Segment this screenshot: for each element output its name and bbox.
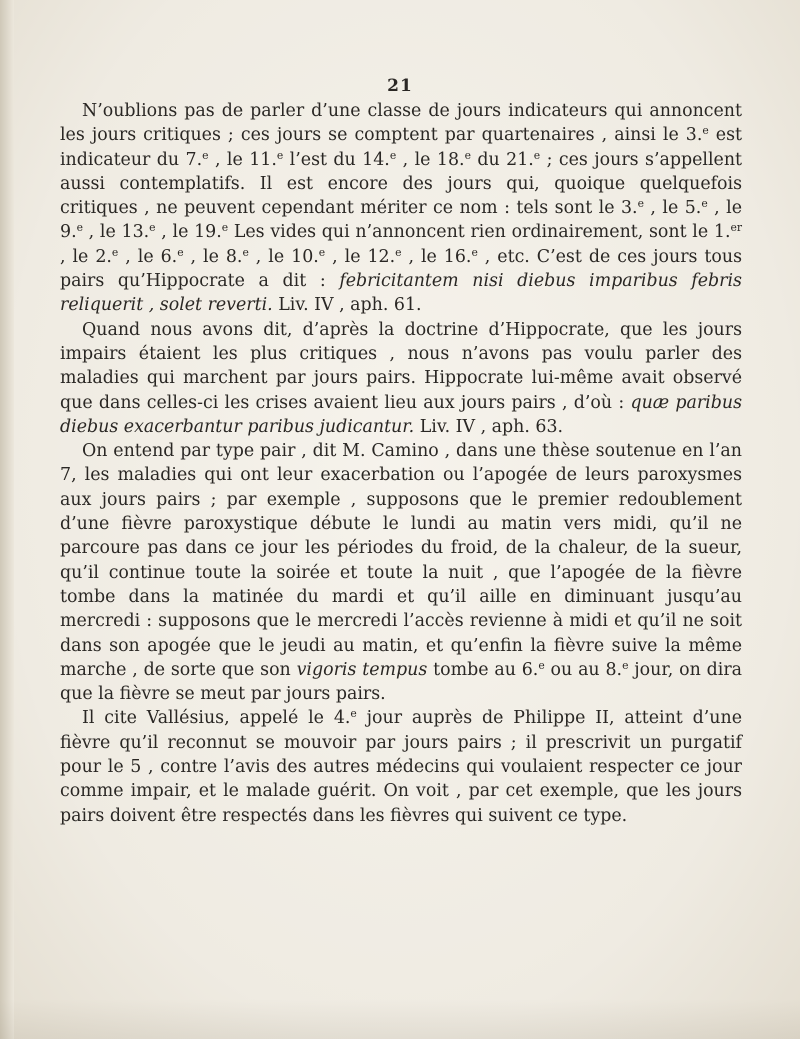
superscript: e bbox=[318, 245, 326, 259]
text-run: du 21. bbox=[470, 149, 534, 170]
text-run: Liv. IV , aph. 63. bbox=[414, 416, 564, 437]
superscript: e bbox=[533, 148, 541, 162]
superscript: er bbox=[730, 221, 743, 235]
text-run: Les vides qui n’annoncent rien ordinairement, sont le 1. bbox=[228, 222, 731, 243]
superscript: e bbox=[177, 245, 184, 259]
superscript: e bbox=[637, 197, 644, 211]
text-run: ou au 8. bbox=[544, 659, 623, 680]
text-run: , le 2. bbox=[60, 246, 112, 267]
page-bottom-shadow bbox=[0, 999, 800, 1039]
superscript: e bbox=[702, 124, 709, 138]
text-run: , le 12. bbox=[325, 246, 396, 267]
body-text bbox=[60, 99, 742, 828]
text-run: Il cite Vallésius, appelé le 4. bbox=[82, 708, 351, 729]
superscript: e bbox=[464, 148, 471, 162]
paragraph bbox=[60, 706, 742, 827]
paragraph bbox=[60, 439, 742, 706]
text-run: , le 18. bbox=[396, 149, 465, 170]
text-run: est indicateur du 7. bbox=[60, 125, 742, 170]
text-run: jour, on dira que la fièvre se meut par jours pairs. bbox=[60, 659, 743, 705]
text-run: Liv. IV , aph. 61. bbox=[272, 295, 422, 316]
superscript: e bbox=[389, 148, 397, 162]
text-run: , le 9. bbox=[60, 198, 742, 243]
text-run: jour auprès de Philippe II, atteint d’une fièvre qu’il reconnut se mouvoir par jours pairs ; il prescrivit un purgatif pour le 5 , contre l’avis des autres médecins qui voulaient respecter ce jour comme impair, et le malade guérit. On voit , par cet exemple, que les jours pairs doivent être respectés dans les fièvres qui suivent ce type. bbox=[60, 708, 742, 826]
superscript: e bbox=[149, 221, 156, 235]
superscript: e bbox=[202, 148, 209, 162]
text-run: tombe au 6. bbox=[427, 659, 539, 680]
text-run: , le 16. bbox=[401, 246, 472, 267]
superscript: e bbox=[350, 707, 357, 721]
text-run: , le 13. bbox=[82, 222, 150, 243]
text-run: ; ces jours s’appellent aussi contemplatifs. Il est encore des jours qui, quoique quelquefois critiques , ne peuvent cependant mériter ce nom : tels sont le 3. bbox=[60, 149, 743, 219]
text-run: , le 10. bbox=[248, 246, 319, 267]
text-run: , le 5. bbox=[643, 198, 702, 219]
superscript: e bbox=[538, 658, 545, 672]
text-run: , etc. C’est de ces jours tous pairs qu’Hippocrate a dit : bbox=[60, 246, 742, 292]
italic-quote: vigoris tempus bbox=[296, 659, 428, 680]
superscript: e bbox=[471, 245, 478, 259]
superscript: e bbox=[221, 221, 229, 235]
text-run: l’est du 14. bbox=[283, 149, 390, 170]
superscript: e bbox=[622, 658, 629, 672]
text-run: Quand nous avons dit, d’après la doctrine d’Hippocrate, que les jours impairs étaient les plus critiques , nous n’avons pas voulu parler des maladies qui marchent par jours pairs. Hippocrate lui-même avait observé que dans celles-ci les crises avaient lieu aux jours pairs , d’où : bbox=[60, 319, 742, 413]
text-run: On entend par type pair , dit M. Camino , dans une thèse soutenue en l’an 7, les maladies qui ont leur exacerbation ou l’apogée de leurs paroxysmes aux jours pairs ; par exemple , supposons que le premier redoublement d’une fièvre paroxystique débute le lundi au matin vers midi, qu’il ne parcoure pas dans ce jour les périodes du froid, de la chaleur, de la sueur, qu’il continue toute la soirée et toute la nuit , que l’apogée de la fièvre tombe dans la matinée du mardi et qu’il aille en diminuant jusqu’au mercredi : supposons que le mercredi l’accès revienne à midi et qu’il ne soit dans son apogée que le jeudi au matin, et qu’enfin la fièvre suive la même marche , de sorte que son bbox=[60, 441, 742, 680]
text-run: , le 11. bbox=[208, 149, 277, 170]
italic-quote: quæ paribus diebus exacerbantur paribus judicantur. bbox=[60, 392, 742, 437]
superscript: e bbox=[242, 245, 249, 259]
superscript: e bbox=[76, 221, 83, 235]
paragraph bbox=[60, 318, 742, 439]
superscript: e bbox=[111, 245, 119, 259]
superscript: e bbox=[276, 148, 284, 162]
text-run: N’oublions pas de parler d’une classe de jours indicateurs qui annoncent les jours critiques ; ces jours se comptent par quartenaires , ainsi le 3. bbox=[60, 101, 742, 146]
italic-quote: febricitantem nisi diebus imparibus febris reliquerit , solet reverti. bbox=[60, 271, 742, 316]
paragraph bbox=[60, 99, 742, 318]
page-gutter-shadow bbox=[0, 0, 14, 1039]
text-run: , le 8. bbox=[183, 246, 243, 267]
superscript: e bbox=[395, 245, 402, 259]
text-run: , le 6. bbox=[118, 246, 178, 267]
text-run: , le 19. bbox=[155, 222, 222, 243]
page-number: 21 bbox=[387, 76, 413, 96]
superscript: e bbox=[701, 197, 708, 211]
